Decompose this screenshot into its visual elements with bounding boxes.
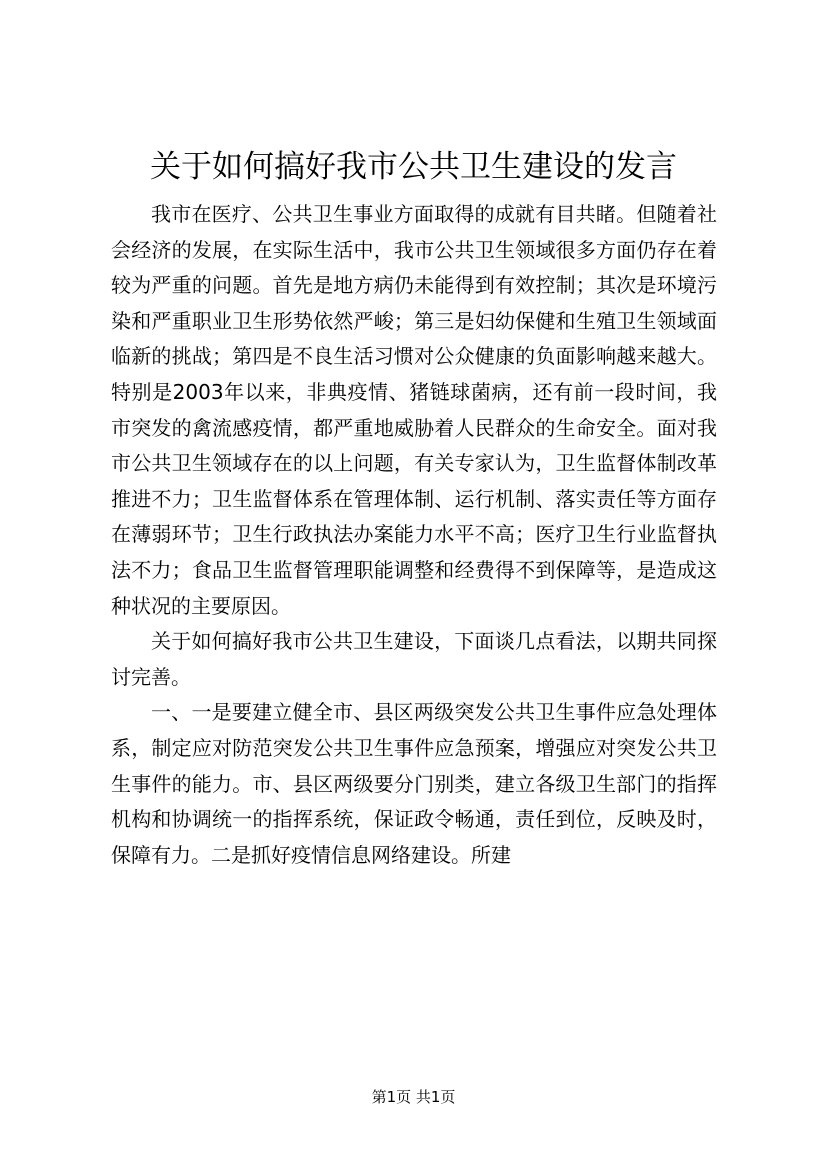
paragraph-1: 我市在医疗、公共卫生事业方面取得的成就有目共睹。但随着社会经济的发展，在实际生活中，我市公共卫生领域很多方面仍存在着较为严重的问题。首先是地方病仍未能得到有效控制；其次是环境污染和严重职业卫生形势依然严峻；第三是妇幼保健和生殖卫生领域面临新的挑战；第四是不良生活习惯对公众健康的负面影响越来越大。特别是2003年以来，非典疫情、猪链球菌病，还有前一段时间，我市突发的禽流感疫情，都严重地威胁着人民群众的生命安全。面对我市公共卫生领域存在的以上问题，有关专家认为，卫生监督体制改革推进不力；卫生监督体系在管理体制、运行机制、落实责任等方面存在薄弱环节；卫生行政执法办案能力水平不高；医疗卫生行业监督执法不力；食品卫生监督管理职能调整和经费得不到保障等，是造成这种状况的主要原因。	[111, 202, 717, 618]
page-footer: 第1页 共1页	[371, 1088, 456, 1106]
document-title: 关于如何搞好我市公共卫生建设的发言	[150, 149, 677, 185]
paragraph-2: 关于如何搞好我市公共卫生建设，下面谈几点看法，以期共同探讨完善。	[111, 629, 717, 689]
paragraph-3: 一、一是要建立健全市、县区两级突发公共卫生事件应急处理体系，制定应对防范突发公共卫生事件应急预案，增强应对突发公共卫生事件的能力。市、县区两级要分门别类，建立各级卫生部门的指挥机构和协调统一的指挥系统，保证政令畅通，责任到位，反映及时，保障有力。二是抓好疫情信息网络建设。所建	[111, 700, 717, 867]
document-body	[111, 197, 717, 873]
